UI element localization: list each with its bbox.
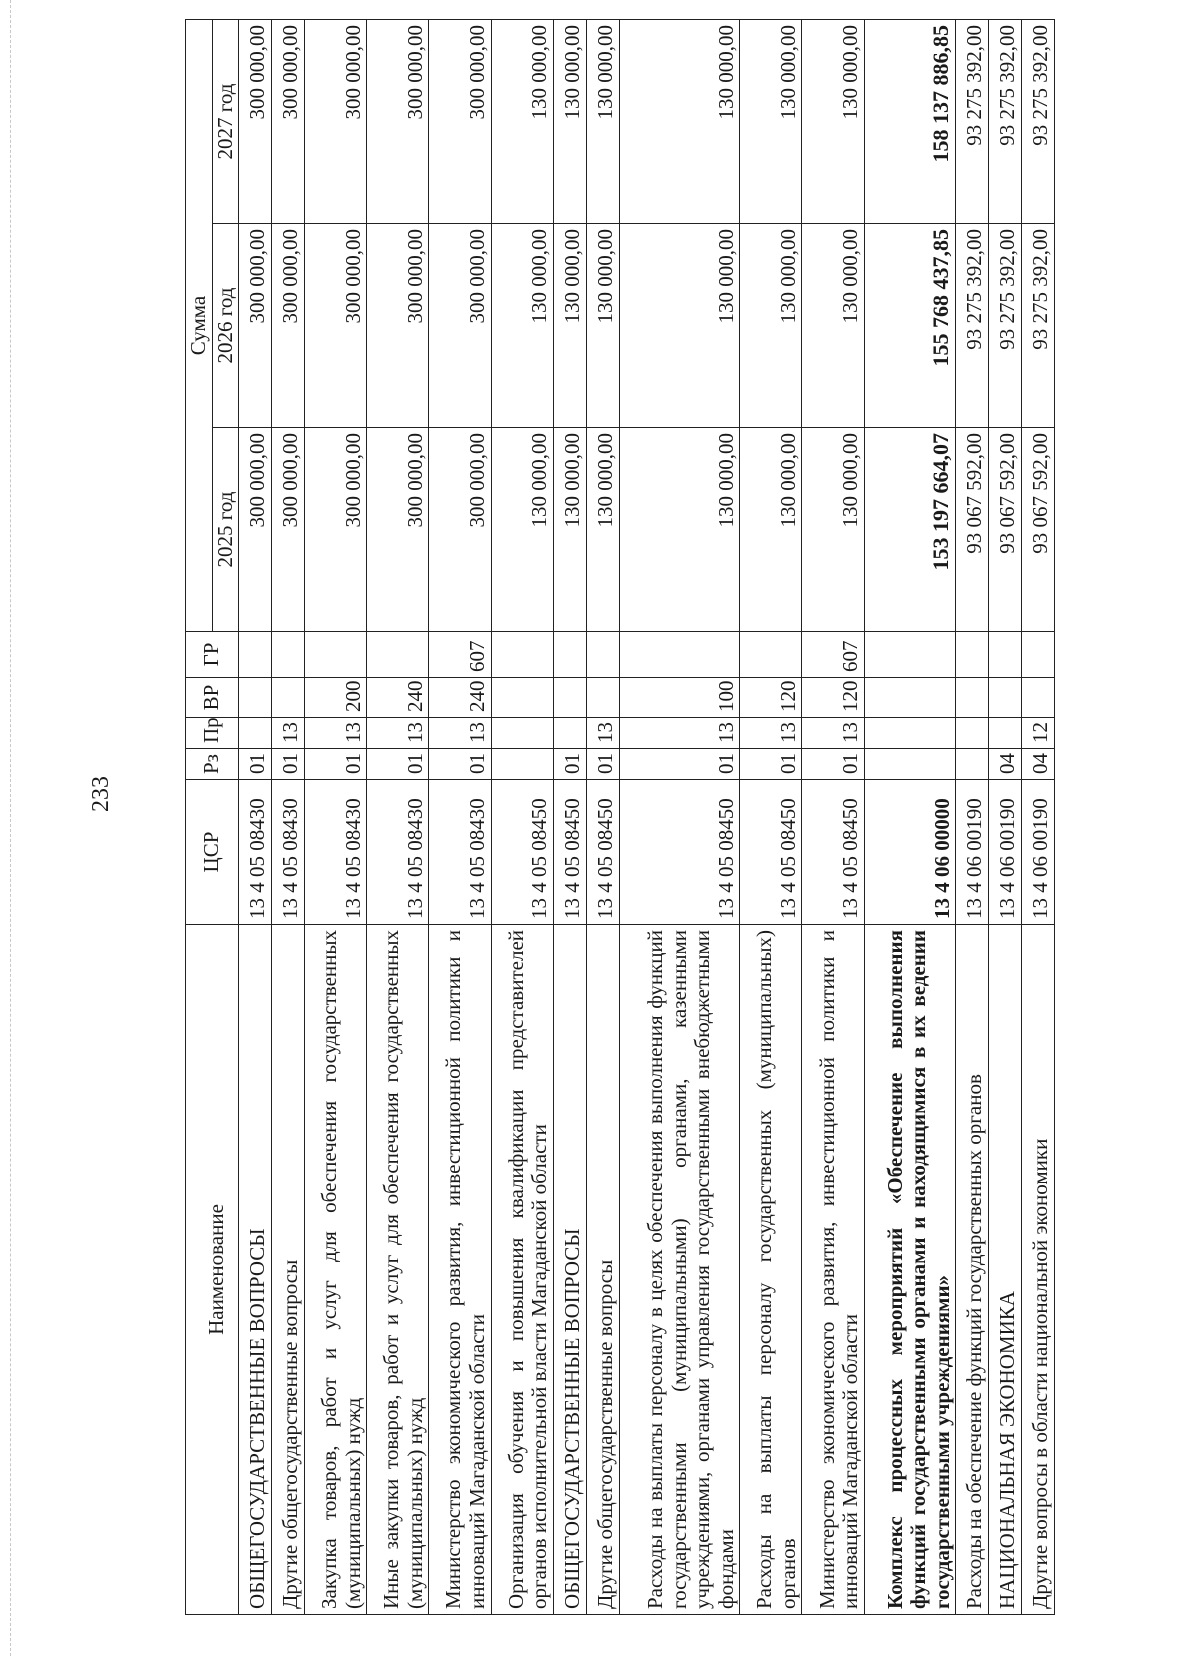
row-gr: 607 — [802, 632, 864, 678]
row-rz: 01 — [619, 749, 740, 780]
row-rz: 01 — [239, 749, 272, 780]
header-year-2025: 2025 год — [212, 428, 239, 632]
row-name: Другие общегосударственные вопросы — [271, 925, 304, 1615]
row-name: Расходы на выплаты персоналу государственных (муниципальных) органов — [740, 925, 802, 1615]
budget-table — [185, 19, 1055, 1615]
table-row — [802, 19, 864, 1614]
row-vr — [491, 678, 553, 718]
row-rz: 01 — [271, 749, 304, 780]
row-csr: 13 4 06 00190 — [1021, 780, 1054, 925]
row-vr — [553, 678, 586, 718]
row-gr — [619, 632, 740, 678]
row-sum-2026: 93 275 392,00 — [989, 224, 1022, 428]
row-rz: 04 — [989, 749, 1022, 780]
table-row — [864, 19, 955, 1614]
row-name: Иные закупки товаров, работ и услуг для обеспечения государственных (муниципальных) нужд — [367, 925, 429, 1615]
table-row — [429, 19, 491, 1614]
row-pr: 13 — [740, 718, 802, 749]
header-sum: Сумма — [186, 19, 213, 631]
row-sum-2025: 130 000,00 — [491, 428, 553, 632]
row-sum-2026: 300 000,00 — [367, 224, 429, 428]
row-pr: 12 — [1021, 718, 1054, 749]
row-vr: 120 — [802, 678, 864, 718]
row-csr: 13 4 05 08450 — [619, 780, 740, 925]
row-vr: 100 — [619, 678, 740, 718]
row-vr — [864, 678, 955, 718]
page-number: 233 — [88, 776, 114, 812]
row-sum-2025: 130 000,00 — [553, 428, 586, 632]
row-sum-2025: 153 197 664,07 — [864, 428, 955, 632]
row-sum-2025: 300 000,00 — [304, 428, 366, 632]
row-sum-2025: 130 000,00 — [586, 428, 619, 632]
row-name: Другие общегосударственные вопросы — [586, 925, 619, 1615]
row-sum-2025: 130 000,00 — [802, 428, 864, 632]
row-sum-2026: 300 000,00 — [239, 224, 272, 428]
row-vr — [239, 678, 272, 718]
row-gr — [989, 632, 1022, 678]
row-pr — [956, 718, 989, 749]
row-sum-2026: 155 768 437,85 — [864, 224, 955, 428]
row-sum-2027: 130 000,00 — [586, 19, 619, 223]
row-sum-2026: 93 275 392,00 — [956, 224, 989, 428]
row-gr: 607 — [429, 632, 491, 678]
row-sum-2026: 300 000,00 — [271, 224, 304, 428]
row-sum-2027: 93 275 392,00 — [1021, 19, 1054, 223]
row-sum-2025: 93 067 592,00 — [1021, 428, 1054, 632]
row-rz: 01 — [429, 749, 491, 780]
row-sum-2027: 130 000,00 — [740, 19, 802, 223]
row-pr: 13 — [802, 718, 864, 749]
table-row — [239, 19, 272, 1614]
row-sum-2027: 300 000,00 — [304, 19, 366, 223]
row-vr — [586, 678, 619, 718]
row-vr: 240 — [429, 678, 491, 718]
row-gr — [239, 632, 272, 678]
row-csr: 13 4 05 08450 — [802, 780, 864, 925]
table-row — [367, 19, 429, 1614]
row-rz: 01 — [586, 749, 619, 780]
row-vr — [271, 678, 304, 718]
row-csr: 13 4 05 08430 — [271, 780, 304, 925]
row-sum-2027: 158 137 886,85 — [864, 19, 955, 223]
row-sum-2025: 130 000,00 — [740, 428, 802, 632]
row-sum-2027: 300 000,00 — [271, 19, 304, 223]
row-name: ОБЩЕГОСУДАРСТВЕННЫЕ ВОПРОСЫ — [239, 925, 272, 1615]
row-name: Другие вопросы в области национальной экономики — [1021, 925, 1054, 1615]
row-pr — [989, 718, 1022, 749]
row-sum-2026: 300 000,00 — [304, 224, 366, 428]
row-pr — [491, 718, 553, 749]
row-rz: 01 — [740, 749, 802, 780]
header-csr: ЦСР — [186, 780, 239, 925]
row-gr — [553, 632, 586, 678]
row-gr — [304, 632, 366, 678]
row-sum-2025: 130 000,00 — [619, 428, 740, 632]
row-pr: 13 — [586, 718, 619, 749]
row-pr — [864, 718, 955, 749]
row-sum-2026: 130 000,00 — [740, 224, 802, 428]
table-row — [1021, 19, 1054, 1614]
row-sum-2025: 300 000,00 — [429, 428, 491, 632]
row-vr: 240 — [367, 678, 429, 718]
row-sum-2026: 130 000,00 — [802, 224, 864, 428]
row-sum-2027: 300 000,00 — [429, 19, 491, 223]
scan-edge-line — [10, 0, 11, 1656]
row-pr: 13 — [367, 718, 429, 749]
row-gr — [491, 632, 553, 678]
row-sum-2027: 300 000,00 — [367, 19, 429, 223]
row-gr — [956, 632, 989, 678]
row-csr: 13 4 05 08430 — [239, 780, 272, 925]
header-vr: ВР — [186, 678, 239, 718]
row-rz — [956, 749, 989, 780]
table-row — [271, 19, 304, 1614]
row-name: Комплекс процессных мероприятий «Обеспечение выполнения функций государственными органами и находящимися в их ведении государственными учреждениями» — [864, 925, 955, 1615]
row-csr: 13 4 05 08430 — [367, 780, 429, 925]
row-sum-2026: 300 000,00 — [429, 224, 491, 428]
row-name: Министерство экономического развития, инвестиционной политики и инноваций Магаданской области — [429, 925, 491, 1615]
row-sum-2025: 93 067 592,00 — [989, 428, 1022, 632]
row-vr: 120 — [740, 678, 802, 718]
row-csr: 13 4 05 08430 — [429, 780, 491, 925]
row-csr: 13 4 06 00000 — [864, 780, 955, 925]
row-name: НАЦИОНАЛЬНАЯ ЭКОНОМИКА — [989, 925, 1022, 1615]
table-row — [553, 19, 586, 1614]
row-name: Закупка товаров, работ и услуг для обеспечения государственных (муниципальных) нужд — [304, 925, 366, 1615]
row-pr: 13 — [619, 718, 740, 749]
row-sum-2025: 93 067 592,00 — [956, 428, 989, 632]
row-rz — [864, 749, 955, 780]
row-pr: 13 — [429, 718, 491, 749]
row-csr: 13 4 06 00190 — [956, 780, 989, 925]
table-row — [619, 19, 740, 1614]
row-sum-2025: 300 000,00 — [239, 428, 272, 632]
row-csr: 13 4 05 08450 — [491, 780, 553, 925]
row-sum-2026: 130 000,00 — [619, 224, 740, 428]
row-sum-2027: 130 000,00 — [802, 19, 864, 223]
row-csr: 13 4 05 08450 — [586, 780, 619, 925]
row-sum-2026: 130 000,00 — [553, 224, 586, 428]
row-sum-2025: 300 000,00 — [367, 428, 429, 632]
header-year-2026: 2026 год — [212, 224, 239, 428]
row-rz: 01 — [304, 749, 366, 780]
table-row — [304, 19, 366, 1614]
row-pr — [553, 718, 586, 749]
row-pr: 13 — [304, 718, 366, 749]
row-vr — [956, 678, 989, 718]
row-name: Организация обучения и повышения квалификации представителей органов исполнительной власти Магаданской области — [491, 925, 553, 1615]
row-rz — [491, 749, 553, 780]
row-gr — [864, 632, 955, 678]
row-rz: 01 — [367, 749, 429, 780]
row-csr: 13 4 05 08430 — [304, 780, 366, 925]
row-gr — [367, 632, 429, 678]
row-sum-2025: 300 000,00 — [271, 428, 304, 632]
row-sum-2027: 130 000,00 — [491, 19, 553, 223]
row-pr — [239, 718, 272, 749]
row-rz: 01 — [802, 749, 864, 780]
row-vr — [1021, 678, 1054, 718]
header-year-2027: 2027 год — [212, 19, 239, 223]
table-row — [491, 19, 553, 1614]
header-rz: Рз — [186, 749, 239, 780]
row-name: Расходы на обеспечение функций государственных органов — [956, 925, 989, 1615]
row-gr — [271, 632, 304, 678]
row-csr: 13 4 06 00190 — [989, 780, 1022, 925]
table-row — [586, 19, 619, 1614]
table-row — [740, 19, 802, 1614]
row-name: Министерство экономического развития, инвестиционной политики и инноваций Магаданской области — [802, 925, 864, 1615]
row-gr — [586, 632, 619, 678]
row-rz: 04 — [1021, 749, 1054, 780]
row-sum-2027: 300 000,00 — [239, 19, 272, 223]
row-gr — [740, 632, 802, 678]
row-name: Расходы на выплаты персоналу в целях обеспечения выполнения функций государственными (муниципальными) органами, казенными учреждениями, органами управления государственными внебюджетными фондами — [619, 925, 740, 1615]
header-name: Наименование — [186, 925, 239, 1615]
row-sum-2026: 93 275 392,00 — [1021, 224, 1054, 428]
row-gr — [1021, 632, 1054, 678]
budget-table-rotated — [185, 20, 1055, 1615]
row-csr: 13 4 05 08450 — [553, 780, 586, 925]
row-vr — [989, 678, 1022, 718]
row-name: ОБЩЕГОСУДАРСТВЕННЫЕ ВОПРОСЫ — [553, 925, 586, 1615]
header-gr: ГР — [186, 632, 239, 678]
header-pr: Пр — [186, 718, 239, 749]
row-sum-2027: 130 000,00 — [619, 19, 740, 223]
row-csr: 13 4 05 08450 — [740, 780, 802, 925]
row-sum-2026: 130 000,00 — [586, 224, 619, 428]
row-sum-2027: 93 275 392,00 — [989, 19, 1022, 223]
row-pr: 13 — [271, 718, 304, 749]
row-sum-2027: 93 275 392,00 — [956, 19, 989, 223]
row-vr: 200 — [304, 678, 366, 718]
row-sum-2027: 130 000,00 — [553, 19, 586, 223]
table-row — [989, 19, 1022, 1614]
row-rz: 01 — [553, 749, 586, 780]
table-row — [956, 19, 989, 1614]
row-sum-2026: 130 000,00 — [491, 224, 553, 428]
